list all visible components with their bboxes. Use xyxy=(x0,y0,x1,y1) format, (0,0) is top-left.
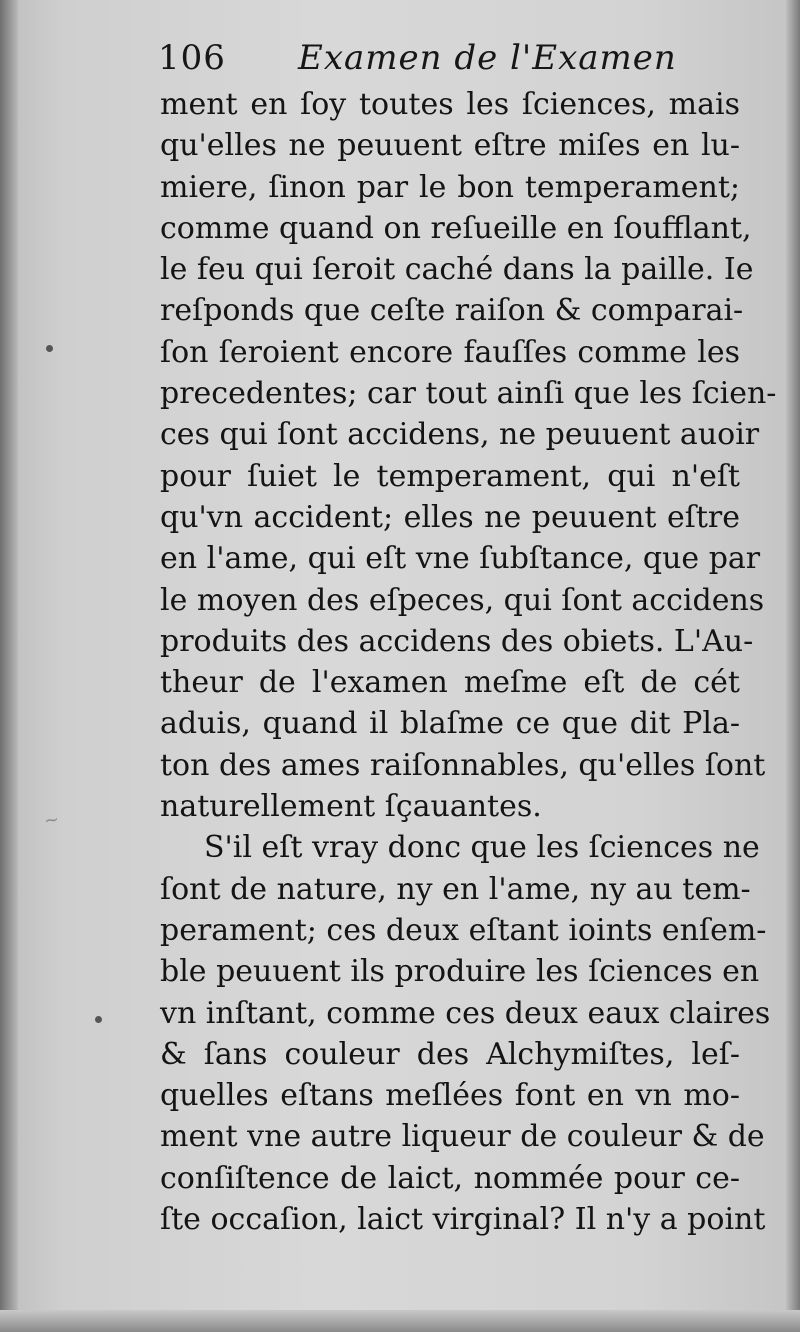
text-line: le moyen des eſpeces, qui ſont accidens xyxy=(160,582,765,618)
text-line: aduis, quand il blaſme ce que dit Pla- xyxy=(160,706,740,742)
text-line: ſont de nature, ny en l'ame, ny au tem- xyxy=(160,871,751,907)
paper-speck xyxy=(46,345,53,352)
text-line: precedentes; car tout ainſi que les ſcien- xyxy=(160,376,777,412)
paragraph-first-line: S'il eſt vray donc que les ſciences ne xyxy=(204,830,760,866)
text-line: ton des ames raiſonnables, qu'elles ſont xyxy=(160,747,766,783)
body-text xyxy=(160,84,777,1240)
text-line: en l'ame, qui eſt vne ſubſtance, que par xyxy=(160,541,761,577)
page-left-edge-shadow xyxy=(0,0,18,1332)
text-line: ces qui ſont accidens, ne peuuent auoir xyxy=(160,417,760,453)
text-line: ment vne autre liqueur de couleur & de xyxy=(160,1119,765,1155)
page-bottom-edge-shadow xyxy=(0,1310,800,1332)
text-line: ſon ſeroient encore fauſſes comme les xyxy=(160,334,740,370)
text-line: perament; ces deux eſtant ioints enſem- xyxy=(160,912,767,948)
text-line: produits des accidens des obiets. L'Au- xyxy=(160,623,754,659)
text-line: quelles eſtans meſlées font en vn mo- xyxy=(160,1078,740,1114)
page-header xyxy=(158,38,758,88)
text-line: reſponds que ceſte raiſon & comparai- xyxy=(160,293,744,329)
text-line: qu'elles ne peuuent eſtre miſes en lu- xyxy=(160,128,740,164)
paragraph-end-line: naturellement ſçauantes. xyxy=(160,789,542,825)
text-line: theur de l'examen meſme eſt de cét xyxy=(160,665,740,701)
text-line: & ſans couleur des Alchymiſtes, leſ- xyxy=(160,1036,740,1072)
text-line: comme quand on reſueille en ſoufflant, xyxy=(160,210,752,246)
text-line: le feu qui ſeroit caché dans la paille. Ie xyxy=(160,252,754,288)
paper-speck xyxy=(95,1016,102,1023)
text-line: ble peuuent ils produire les ſciences en xyxy=(160,954,760,990)
text-line: vn inſtant, comme ces deux eaux claires xyxy=(160,995,771,1031)
running-title: Examen de l'Examen xyxy=(298,38,677,78)
page-right-edge-shadow xyxy=(786,0,800,1332)
text-line: conſiſtence de laict, nommée pour ce- xyxy=(160,1160,740,1196)
page-number: 106 xyxy=(158,38,226,78)
text-line: qu'vn accident; elles ne peuuent eſtre xyxy=(160,499,740,535)
text-line: ſte occaſion, laict virginal? Il n'y a point xyxy=(160,1202,766,1238)
margin-ink-mark: ~ xyxy=(42,808,61,832)
text-line: ment en ſoy toutes les ſciences, mais xyxy=(160,87,740,122)
text-line: miere, ſinon par le bon temperament; xyxy=(160,169,740,205)
text-line: pour ſuiet le temperament, qui n'eſt xyxy=(160,458,740,494)
